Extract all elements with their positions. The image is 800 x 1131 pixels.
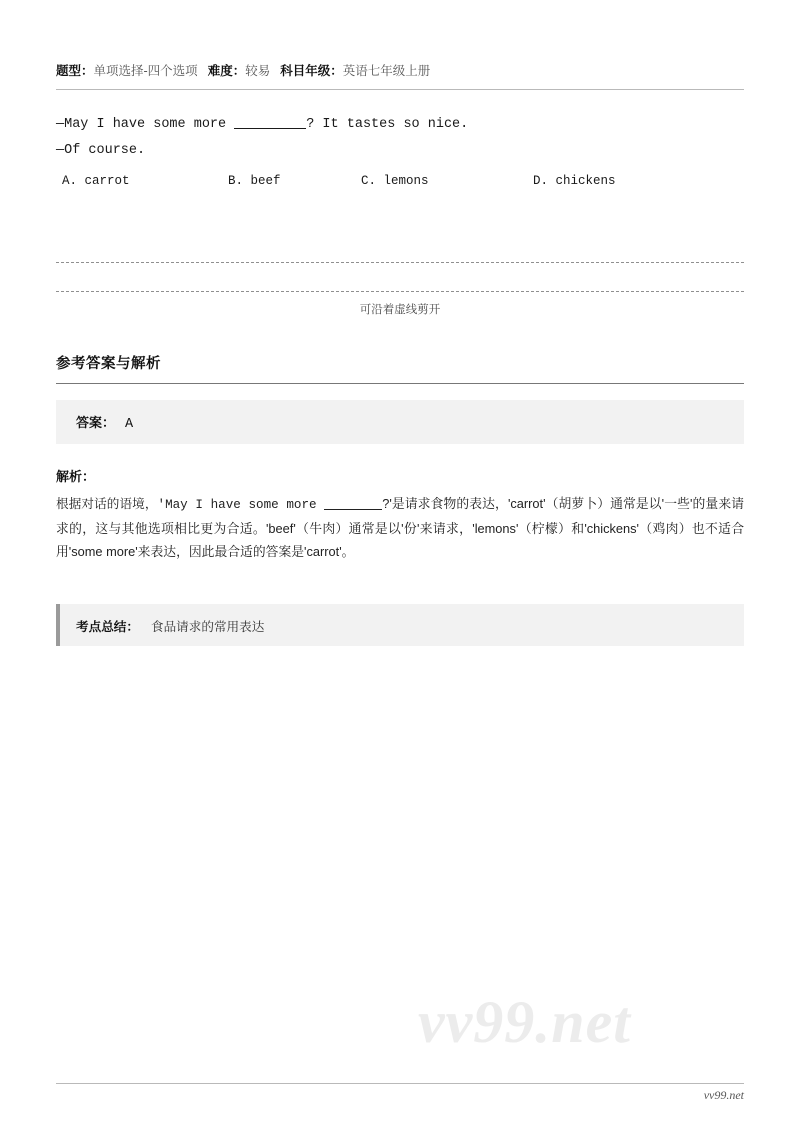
key-point-summary-box <box>56 604 744 646</box>
answer-value: A <box>125 417 134 432</box>
option-c-text: lemons <box>383 174 429 188</box>
option-a-key: A. <box>62 174 78 188</box>
answer-box <box>56 400 744 444</box>
question-meta-row <box>56 62 744 80</box>
question-line-2: —Of course. <box>56 143 146 158</box>
answer-section-header <box>56 352 744 384</box>
option-d-key: D. <box>533 174 549 188</box>
option-b[interactable] <box>228 174 281 188</box>
options-list <box>56 174 744 196</box>
analysis-block <box>56 466 744 563</box>
cut-dashed-line-bottom <box>56 291 744 292</box>
answer-label: 答案： <box>76 415 116 430</box>
page-content <box>56 0 745 1102</box>
footer-divider <box>56 1083 744 1084</box>
question-line-1 <box>56 112 744 138</box>
header-divider <box>56 89 744 90</box>
footer-site-label: vv99.net <box>703 1088 744 1102</box>
option-a-text: carrot <box>84 174 130 188</box>
meta-subject-value: 英语七年级上册 <box>342 64 431 78</box>
option-d-text: chickens <box>555 174 616 188</box>
answer-box-inner <box>56 400 744 432</box>
cut-dashed-line-top <box>56 262 744 263</box>
meta-difficulty-label: 难度： <box>207 64 246 78</box>
meta-type-label: 题型： <box>56 64 94 78</box>
option-c[interactable] <box>361 174 429 188</box>
key-point-summary-text: 食品请求的常用表达 <box>150 620 265 634</box>
option-a[interactable] <box>62 174 130 188</box>
meta-difficulty-value: 较易 <box>245 64 271 78</box>
analysis-text-part-2: ?'是请求食物的表达，'carrot'（胡萝卜）通常是以'一些'的量来请求的，这与其他选项相比更为合适。'beef'（牛肉）通常是以'份'来请求，'lemons'（柠檬）和'chickens'（鸡肉）也不适合用'some more'来表达，因此最合适的答案是'carrot'。 <box>56 496 745 559</box>
option-b-key: B. <box>228 174 244 188</box>
analysis-inline-blank <box>324 509 382 510</box>
analysis-body <box>56 492 744 563</box>
answer-section-title: 参考答案与解析 <box>56 356 161 372</box>
key-point-summary-label: 考点总结： <box>76 620 139 634</box>
answer-blank <box>234 128 306 129</box>
question-line-1-before: —May I have some more <box>56 117 235 132</box>
option-c-key: C. <box>361 174 377 188</box>
analysis-text-part-1: 根据对话的语境，'May I have some more <box>56 498 325 512</box>
analysis-label: 解析： <box>56 469 96 484</box>
option-d[interactable] <box>533 174 616 188</box>
option-b-text: beef <box>250 174 281 188</box>
key-point-summary-inner <box>60 604 744 635</box>
cut-line-label: 可沿着虚线剪开 <box>359 304 441 316</box>
watermark: vv99.net <box>418 989 631 1055</box>
answer-section-divider <box>56 383 744 384</box>
meta-type-value: 单项选择-四个选项 <box>93 64 198 78</box>
question-stem <box>56 112 744 164</box>
question-line-1-after: ? It tastes so nice. <box>306 117 469 132</box>
meta-subject-label: 科目年级： <box>280 64 343 78</box>
